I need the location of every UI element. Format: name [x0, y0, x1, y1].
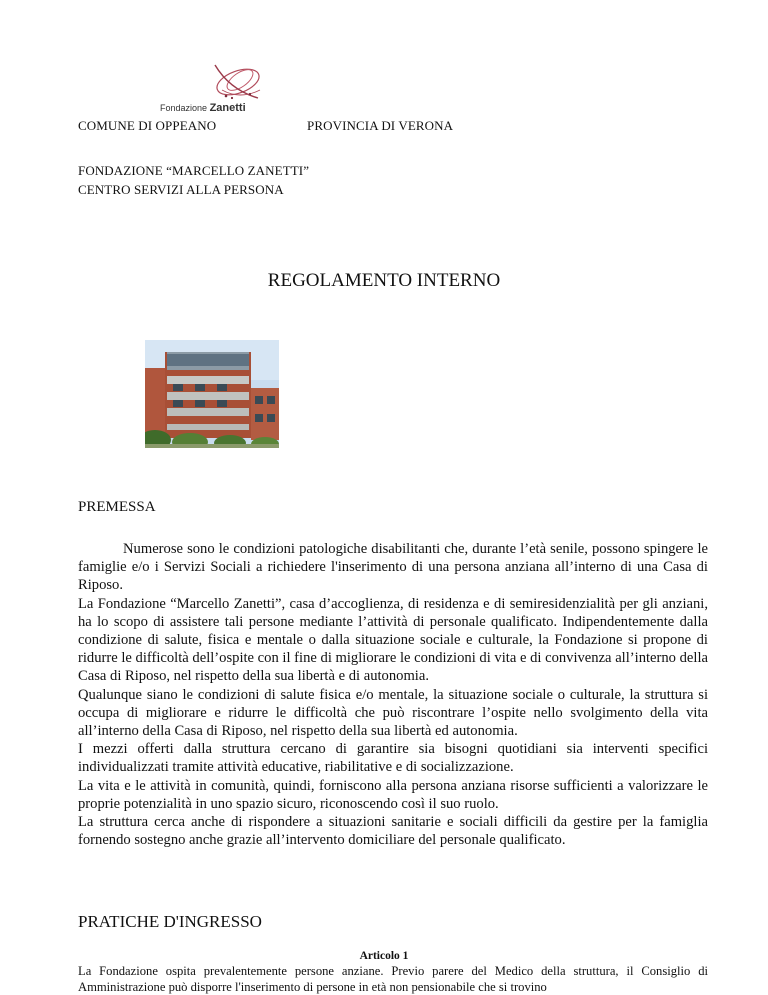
fondazione-zanetti-logo: [160, 60, 275, 118]
header-comune: COMUNE DI OPPEANO: [78, 118, 217, 133]
section-heading-premessa: PREMESSA: [78, 499, 156, 515]
header-centro: CENTRO SERVIZI ALLA PERSONA: [78, 182, 284, 197]
header-fondazione: FONDAZIONE “MARCELLO ZANETTI”: [78, 163, 310, 178]
section-heading-pratiche: PRATICHE D'INGRESSO: [78, 912, 262, 931]
logo-text: [160, 102, 246, 114]
premessa-paragraph: La struttura cerca anche di rispondere a situazioni sanitarie e sociali difficili da gestire per la famiglia fornendo sostegno anche grazie all’intervento domiciliare del personale qualificato.: [78, 814, 708, 849]
building-photo: [145, 340, 279, 448]
articolo-text: La Fondazione ospita prevalentemente persone anziane. Previo parere del Medico della struttura, il Consiglio di Amministrazione può disporre l'inserimento di persone in età non pensionabile che si trovino: [78, 964, 708, 994]
premessa-paragraph: La Fondazione “Marcello Zanetti”, casa d’accoglienza, di residenza e di semiresidenzialità per gli anziani, ha lo scopo di assistere tali persone mediante l’attività di personale qualificato. Indipendentemente dalla condizione di salute, fisica e mentale o dalla situazione sociale e culturale, la Fondazione si propone di ridurre le difficoltà dell’ospite con il fine di migliorare le condizioni di vita e di convivenza all’interno della Casa di Riposo, nel rispetto della sua libertà e di autonomia.: [78, 595, 708, 685]
articolo-heading: Articolo 1: [359, 950, 409, 962]
page-title: REGOLAMENTO INTERNO: [267, 270, 501, 291]
logo-swirl-icon: [160, 60, 275, 105]
premessa-paragraph: Numerose sono le condizioni patologiche disabilitanti che, durante l’età senile, possono spingere le famiglie e/o i Servizi Sociali a richiedere l'inserimento di una persona anziana all’interno di una Casa di Riposo.: [78, 541, 708, 594]
premessa-body: [78, 540, 708, 849]
premessa-paragraph: La vita e le attività in comunità, quindi, forniscono alla persona anziana risorse sufficienti a valorizzare le proprie potenzialità in uno spazio sicuro, riconoscendo così il suo ruolo.: [78, 777, 708, 812]
logo-prefix: Fondazione: [160, 103, 208, 113]
premessa-paragraph: I mezzi offerti dalla struttura cercano di garantire sia bisogni quotidiani sia interventi specifici individualizzati tramite attività educative, riabilitative e di socializzazione.: [78, 741, 708, 776]
premessa-paragraph: Qualunque siano le condizioni di salute fisica e/o mentale, la situazione sociale o culturale, la struttura si occupa di migliorare e ridurre le difficoltà che può riscontrare l’ospite nello svolgimento della vita all’interno della Casa di Riposo, nel rispetto della sua libertà ed autonomia.: [78, 686, 708, 740]
logo-name: Zanetti: [209, 102, 246, 114]
header-provincia: PROVINCIA DI VERONA: [307, 118, 454, 133]
